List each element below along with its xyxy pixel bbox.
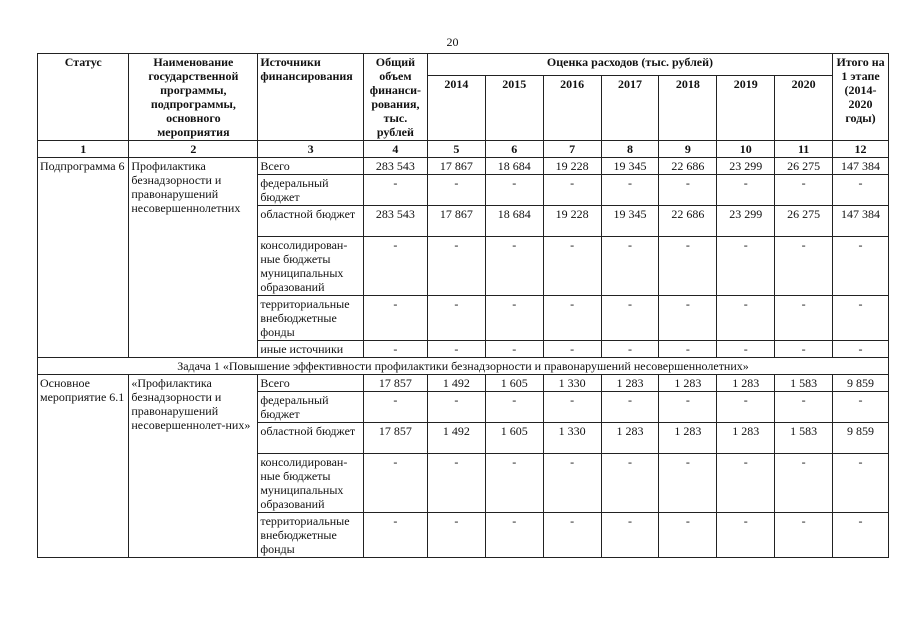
- value-cell: -: [363, 392, 427, 423]
- value-cell: -: [659, 392, 717, 423]
- column-number: 2: [129, 141, 258, 158]
- value-cell: 1 605: [485, 423, 543, 454]
- value-cell: 17 857: [363, 375, 427, 392]
- value-cell: 22 686: [659, 206, 717, 237]
- header-total: Общий объем финанси-рования, тыс. рублей: [363, 54, 427, 141]
- column-number: 8: [601, 141, 659, 158]
- value-cell: 1 492: [427, 375, 485, 392]
- value-cell: 1 583: [775, 423, 833, 454]
- value-cell: -: [485, 513, 543, 558]
- value-cell: -: [543, 341, 601, 358]
- value-cell: -: [543, 296, 601, 341]
- value-cell: -: [659, 296, 717, 341]
- value-cell: -: [427, 237, 485, 296]
- value-cell: -: [775, 513, 833, 558]
- value-cell: 1 283: [659, 375, 717, 392]
- value-cell: -: [485, 175, 543, 206]
- header-estimate: Оценка расходов (тыс. рублей): [427, 54, 832, 76]
- value-cell: -: [601, 296, 659, 341]
- value-cell: -: [485, 296, 543, 341]
- value-cell: -: [363, 175, 427, 206]
- value-cell: -: [717, 237, 775, 296]
- value-cell: -: [601, 454, 659, 513]
- value-cell: -: [363, 454, 427, 513]
- column-number: 10: [717, 141, 775, 158]
- header-itogo: Итого на 1 этапе (2014-2020 годы): [833, 54, 889, 141]
- value-cell: 283 543: [363, 206, 427, 237]
- value-cell: 19 345: [601, 206, 659, 237]
- column-number: 5: [427, 141, 485, 158]
- value-cell: -: [833, 392, 889, 423]
- value-cell: -: [717, 341, 775, 358]
- measure-name: «Профилактика безнадзорности и правонарушений несовершеннолет-них»: [129, 375, 258, 558]
- value-cell: -: [659, 341, 717, 358]
- header-status: Статус: [38, 54, 129, 141]
- value-cell: -: [833, 175, 889, 206]
- value-cell: 283 543: [363, 158, 427, 175]
- value-cell: -: [601, 237, 659, 296]
- funding-source: областной бюджет: [258, 423, 364, 454]
- value-cell: -: [659, 454, 717, 513]
- task-row: [38, 358, 889, 375]
- value-cell: -: [717, 175, 775, 206]
- value-cell: -: [543, 175, 601, 206]
- subprogram-status: Подпрограмма 6: [38, 158, 129, 358]
- page-number: 20: [446, 35, 459, 49]
- value-cell: -: [601, 513, 659, 558]
- value-cell: -: [363, 513, 427, 558]
- value-cell: -: [601, 341, 659, 358]
- measure-status: Основное мероприятие 6.1: [38, 375, 129, 558]
- column-number: 1: [38, 141, 129, 158]
- value-cell: -: [775, 296, 833, 341]
- value-cell: -: [775, 454, 833, 513]
- value-cell: 1 283: [659, 423, 717, 454]
- header-sources: Источники финансирования: [258, 54, 364, 141]
- value-cell: 1 283: [717, 375, 775, 392]
- value-cell: 1 605: [485, 375, 543, 392]
- value-cell: 19 345: [601, 158, 659, 175]
- value-cell: -: [601, 175, 659, 206]
- value-cell: 18 684: [485, 206, 543, 237]
- value-cell: -: [485, 341, 543, 358]
- value-cell: -: [427, 341, 485, 358]
- value-cell: -: [659, 513, 717, 558]
- value-cell: -: [659, 175, 717, 206]
- value-cell: -: [427, 513, 485, 558]
- funding-source: консолидирован-ные бюджеты муниципальных образований: [258, 454, 364, 513]
- value-cell: -: [833, 237, 889, 296]
- value-cell: 147 384: [833, 206, 889, 237]
- subprogram-name: Профилактика безнадзорности и правонарушений несовершеннолетних: [129, 158, 258, 358]
- column-number: 9: [659, 141, 717, 158]
- value-cell: -: [833, 341, 889, 358]
- header-year: 2016: [543, 76, 601, 141]
- value-cell: 1 583: [775, 375, 833, 392]
- value-cell: 26 275: [775, 158, 833, 175]
- value-cell: 1 492: [427, 423, 485, 454]
- column-number: 7: [543, 141, 601, 158]
- column-number: 3: [258, 141, 364, 158]
- header-year: 2019: [717, 76, 775, 141]
- value-cell: 18 684: [485, 158, 543, 175]
- value-cell: -: [363, 341, 427, 358]
- header-name: Наименование государственной программы, подпрограммы, основного мероприятия: [129, 54, 258, 141]
- funding-source: консолидирован-ные бюджеты муниципальных образований: [258, 237, 364, 296]
- header-row-1: [38, 54, 889, 76]
- value-cell: -: [717, 392, 775, 423]
- value-cell: -: [543, 237, 601, 296]
- value-cell: -: [775, 175, 833, 206]
- value-cell: 23 299: [717, 158, 775, 175]
- value-cell: -: [363, 296, 427, 341]
- value-cell: -: [775, 341, 833, 358]
- value-cell: -: [659, 237, 717, 296]
- value-cell: 23 299: [717, 206, 775, 237]
- value-cell: 1 283: [601, 423, 659, 454]
- value-cell: -: [427, 454, 485, 513]
- value-cell: -: [543, 513, 601, 558]
- value-cell: -: [601, 392, 659, 423]
- column-number: 12: [833, 141, 889, 158]
- value-cell: 1 283: [717, 423, 775, 454]
- value-cell: -: [543, 454, 601, 513]
- value-cell: 1 330: [543, 375, 601, 392]
- value-cell: 17 867: [427, 206, 485, 237]
- budget-table: [37, 53, 889, 558]
- value-cell: -: [717, 513, 775, 558]
- value-cell: -: [833, 513, 889, 558]
- value-cell: 147 384: [833, 158, 889, 175]
- value-cell: 9 859: [833, 423, 889, 454]
- funding-source: Всего: [258, 158, 364, 175]
- value-cell: -: [717, 296, 775, 341]
- value-cell: -: [543, 392, 601, 423]
- header-year: 2018: [659, 76, 717, 141]
- column-number: 4: [363, 141, 427, 158]
- value-cell: -: [363, 237, 427, 296]
- value-cell: 9 859: [833, 375, 889, 392]
- funding-source: иные источники: [258, 341, 364, 358]
- funding-source: Всего: [258, 375, 364, 392]
- value-cell: -: [427, 392, 485, 423]
- task-title: Задача 1 «Повышение эффективности профилактики безнадзорности и правонарушений несовершеннолетних»: [38, 358, 889, 375]
- value-cell: -: [427, 175, 485, 206]
- column-number: 11: [775, 141, 833, 158]
- value-cell: 17 867: [427, 158, 485, 175]
- header-year: 2017: [601, 76, 659, 141]
- value-cell: -: [833, 454, 889, 513]
- value-cell: 19 228: [543, 158, 601, 175]
- value-cell: -: [833, 296, 889, 341]
- value-cell: 17 857: [363, 423, 427, 454]
- funding-source: территориальные внебюджетные фонды: [258, 513, 364, 558]
- funding-source: территориальные внебюджетные фонды: [258, 296, 364, 341]
- funding-source: областной бюджет: [258, 206, 364, 237]
- column-number-row: [38, 141, 889, 158]
- value-cell: 22 686: [659, 158, 717, 175]
- funding-source: федеральный бюджет: [258, 392, 364, 423]
- value-cell: -: [775, 392, 833, 423]
- header-year: 2014: [427, 76, 485, 141]
- value-cell: -: [485, 237, 543, 296]
- value-cell: 1 330: [543, 423, 601, 454]
- funding-source: федеральный бюджет: [258, 175, 364, 206]
- value-cell: -: [775, 237, 833, 296]
- value-cell: -: [485, 454, 543, 513]
- value-cell: -: [485, 392, 543, 423]
- value-cell: 26 275: [775, 206, 833, 237]
- value-cell: -: [427, 296, 485, 341]
- measure-row: [38, 375, 889, 392]
- value-cell: 19 228: [543, 206, 601, 237]
- value-cell: -: [717, 454, 775, 513]
- header-year: 2020: [775, 76, 833, 141]
- header-year: 2015: [485, 76, 543, 141]
- value-cell: 1 283: [601, 375, 659, 392]
- subprogram-row: [38, 158, 889, 175]
- column-number: 6: [485, 141, 543, 158]
